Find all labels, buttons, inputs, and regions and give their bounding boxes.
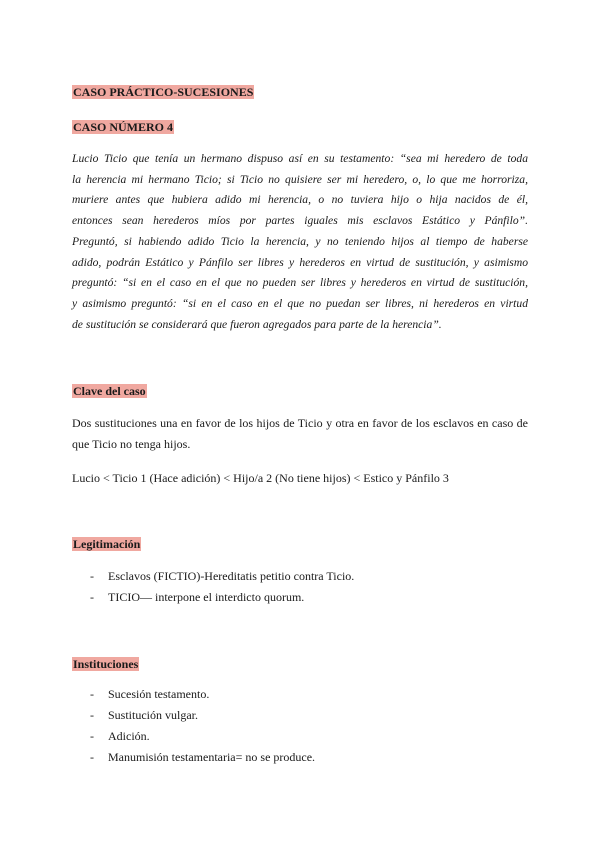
bullet-dash: -	[90, 687, 94, 701]
succession-sequence: Lucio < Ticio 1 (Hace adición) < Hijo/a 2 (No tiene hijos) < Estico y Pánfilo 3	[72, 471, 449, 485]
case-text-line: muriere antes que hubiera adido mi herencia, o no tuviera hijo o hija nacidos de él,	[72, 193, 528, 207]
bullet-dash: -	[90, 569, 94, 583]
clave-paragraph: Dos sustituciones una en favor de los hijos de Ticio y otra en favor de los esclavos en caso de que Ticio no tenga hijos.	[72, 416, 528, 451]
case-text-line: preguntó: “si en el caso en el que no pueden ser libres y herederos en virtud de sustitución,	[72, 276, 528, 290]
case-text-line: la herencia mi hermano Ticio; si Ticio no quisiere ser mi heredero, o, lo que me horroriza,	[72, 172, 528, 186]
case-text-line: Preguntó, si habiendo adido Ticio la herencia, y no teniendo hijos al tiempo de haberse	[72, 234, 528, 248]
document-title: CASO PRÁCTICO-SUCESIONES	[73, 85, 254, 99]
list-item: - TICIO— interpone el interdicto quorum.	[90, 587, 354, 608]
case-number-heading: CASO NÚMERO 4	[73, 120, 174, 134]
clave-heading: Clave del caso	[73, 384, 146, 398]
case-text-line: adido, podrán Estático y Pánfilo ser libres y herederos en virtud de sustitución, y asimismo	[72, 255, 528, 269]
list-item: - Adición.	[90, 726, 315, 747]
bullet-dash: -	[90, 750, 94, 764]
bullet-dash: -	[90, 590, 94, 604]
list-item: - Esclavos (FICTIO)-Hereditatis petitio contra Ticio.	[90, 566, 354, 587]
legitimacion-list	[90, 566, 354, 608]
bullet-dash: -	[90, 708, 94, 722]
list-item: - Manumisión testamentaria= no se produce.	[90, 747, 315, 768]
legitimacion-heading: Legitimación	[73, 537, 141, 551]
bullet-dash: -	[90, 729, 94, 743]
case-text-line: entonces sean herederos míos por partes iguales mis esclavos Estático y Pánfilo”.	[72, 214, 528, 228]
list-item: - Sustitución vulgar.	[90, 705, 315, 726]
case-text-line: y asimismo preguntó: “si en el caso en el que no puedan ser libres, ni herederos en virtud	[72, 296, 528, 310]
case-text-line: Lucio Ticio que tenía un hermano dispuso así en su testamento: “sea mi heredero de toda	[72, 152, 528, 165]
case-text-line: de sustitución se considerará que fueron agregados para parte de la herencia”.	[72, 317, 442, 331]
list-item: - Sucesión testamento.	[90, 684, 315, 705]
instituciones-heading: Instituciones	[73, 657, 139, 671]
instituciones-list	[90, 684, 315, 768]
case-statement	[72, 149, 528, 335]
